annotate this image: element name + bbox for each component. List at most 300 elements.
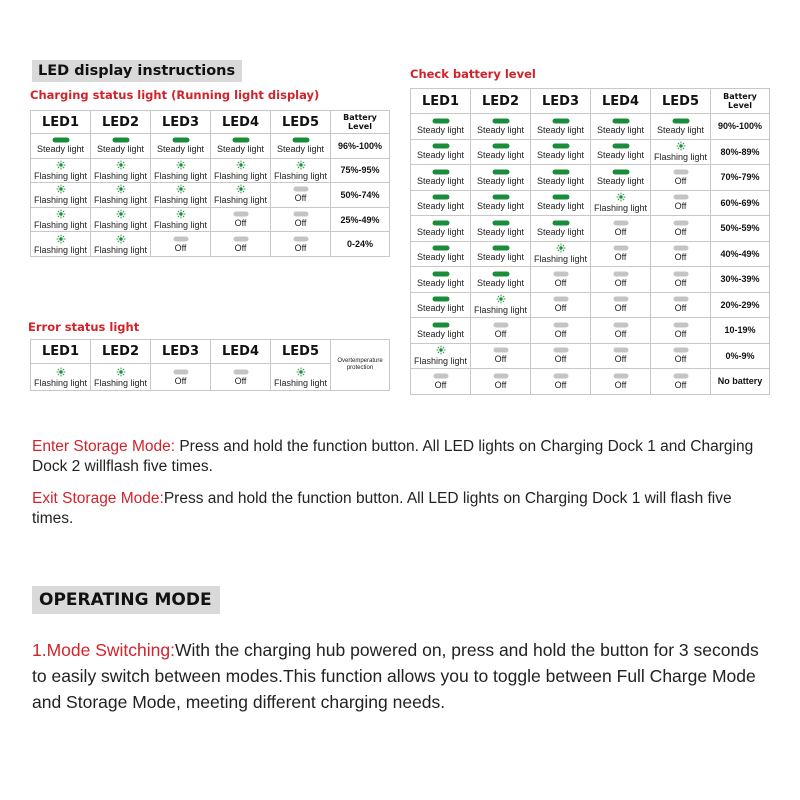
header-led3: LED3: [151, 111, 211, 134]
led-cell: [591, 114, 651, 140]
led-off-icon: [433, 373, 449, 379]
led-state-label: Flashing light: [33, 377, 88, 388]
led-state-label: Flashing light: [33, 170, 88, 181]
led-flashing-icon: [616, 192, 626, 202]
led-off-icon: [673, 271, 689, 277]
led-state-label: Steady light: [156, 144, 205, 155]
led-state-label: Off: [174, 375, 187, 386]
led-off-icon: [233, 211, 249, 217]
led-state-label: Steady light: [416, 201, 465, 212]
header-led5: LED5: [651, 89, 711, 114]
led-cell: [411, 292, 471, 318]
led-cell: [411, 216, 471, 242]
led-state-label: Off: [554, 328, 567, 339]
led-state-label: Off: [614, 328, 627, 339]
led-flashing-icon: [56, 209, 66, 219]
battery-level-cell: 50%-59%: [711, 216, 770, 242]
led-state-label: Off: [674, 277, 687, 288]
battery-level-cell: 25%-49%: [331, 207, 390, 232]
led-steady-icon: [172, 137, 190, 143]
led-cell: [91, 364, 151, 391]
led-steady-icon: [232, 137, 250, 143]
led-state-label: Flashing light: [33, 220, 88, 231]
battery-level-cell: 90%-100%: [711, 114, 770, 140]
led-steady-icon: [432, 169, 450, 175]
led-off-icon: [293, 211, 309, 217]
led-off-icon: [613, 296, 629, 302]
header-battery-level: Battery Level: [711, 89, 770, 114]
led-cell: [151, 134, 211, 159]
header-led1: LED1: [31, 111, 91, 134]
led-cell: [271, 364, 331, 391]
led-steady-icon: [612, 118, 630, 124]
led-off-icon: [553, 347, 569, 353]
led-off-icon: [613, 220, 629, 226]
led-state-label: Steady light: [596, 150, 645, 161]
led-state-label: Off: [614, 303, 627, 314]
led-off-icon: [293, 236, 309, 242]
led-cell: [211, 207, 271, 232]
led-off-icon: [613, 347, 629, 353]
led-cell: [151, 158, 211, 183]
header-led2: LED2: [91, 340, 151, 364]
led-cell: [211, 364, 271, 391]
led-cell: [531, 267, 591, 293]
led-state-label: Off: [674, 226, 687, 237]
battery-level-cell: 96%-100%: [331, 134, 390, 159]
led-cell: [271, 232, 331, 257]
led-flashing-icon: [116, 209, 126, 219]
led-state-label: Off: [554, 354, 567, 365]
led-state-label: Off: [494, 379, 507, 390]
led-off-icon: [233, 236, 249, 242]
led-steady-icon: [52, 137, 70, 143]
table-row: [31, 232, 390, 257]
led-flashing-icon: [236, 184, 246, 194]
led-state-label: Off: [554, 303, 567, 314]
enter-storage-label: Enter Storage Mode:: [32, 438, 176, 455]
led-cell: [651, 292, 711, 318]
led-state-label: Steady light: [416, 124, 465, 135]
led-cell: [91, 134, 151, 159]
header-battery-level: Battery Level: [331, 111, 390, 134]
mode-switching-paragraph: [32, 637, 777, 715]
led-state-label: Steady light: [96, 144, 145, 155]
led-steady-icon: [432, 220, 450, 226]
led-state-label: Steady light: [656, 124, 705, 135]
led-cell: [591, 139, 651, 165]
led-state-label: Steady light: [476, 175, 525, 186]
led-flashing-icon: [116, 234, 126, 244]
table-row: [31, 207, 390, 232]
led-off-icon: [673, 347, 689, 353]
led-state-label: Off: [674, 201, 687, 212]
led-state-label: Steady light: [416, 277, 465, 288]
led-cell: [531, 165, 591, 191]
led-flashing-icon: [676, 141, 686, 151]
led-cell: [411, 114, 471, 140]
led-cell: [411, 139, 471, 165]
led-cell: [531, 369, 591, 395]
led-cell: [531, 216, 591, 242]
led-off-icon: [173, 369, 189, 375]
battery-level-cell: No battery: [711, 369, 770, 395]
table-row: [411, 267, 770, 293]
led-steady-icon: [432, 194, 450, 200]
header-led2: LED2: [471, 89, 531, 114]
led-state-label: Flashing light: [273, 170, 328, 181]
led-off-icon: [613, 373, 629, 379]
error-status-table: [30, 339, 390, 391]
led-cell: [271, 207, 331, 232]
led-cell: [31, 158, 91, 183]
exit-storage-paragraph: [32, 489, 772, 529]
led-off-icon: [673, 322, 689, 328]
led-flashing-icon: [496, 294, 506, 304]
led-steady-icon: [552, 118, 570, 124]
led-off-icon: [673, 220, 689, 226]
led-flashing-icon: [176, 184, 186, 194]
header-led1: LED1: [31, 340, 91, 364]
led-off-icon: [613, 322, 629, 328]
led-cell: [471, 267, 531, 293]
led-cell: [151, 232, 211, 257]
led-cell: [471, 190, 531, 216]
check-battery-title: Check battery level: [410, 67, 536, 81]
battery-level-cell: 80%-89%: [711, 139, 770, 165]
led-steady-icon: [492, 143, 510, 149]
led-steady-icon: [612, 143, 630, 149]
table-row: [411, 165, 770, 191]
led-cell: [271, 158, 331, 183]
led-cell: [211, 232, 271, 257]
led-state-label: Flashing light: [93, 170, 148, 181]
led-off-icon: [493, 322, 509, 328]
led-cell: [411, 343, 471, 369]
table-row: [411, 139, 770, 165]
led-state-label: Steady light: [416, 252, 465, 263]
header-led1: LED1: [411, 89, 471, 114]
led-state-label: Off: [554, 379, 567, 390]
battery-level-cell: 10-19%: [711, 318, 770, 344]
led-state-label: Off: [674, 328, 687, 339]
battery-level-cell: 0%-9%: [711, 343, 770, 369]
led-state-label: Steady light: [416, 175, 465, 186]
led-flashing-icon: [296, 367, 306, 377]
led-state-label: Flashing light: [153, 170, 208, 181]
led-cell: [591, 241, 651, 267]
led-cell: [31, 232, 91, 257]
led-steady-icon: [552, 220, 570, 226]
led-cell: [151, 207, 211, 232]
led-state-label: Off: [614, 277, 627, 288]
led-state-label: Steady light: [536, 124, 585, 135]
led-steady-icon: [492, 194, 510, 200]
led-state-label: Flashing light: [93, 244, 148, 255]
led-cell: [651, 369, 711, 395]
led-off-icon: [493, 347, 509, 353]
led-cell: [651, 343, 711, 369]
led-cell: [411, 190, 471, 216]
led-state-label: Flashing light: [93, 377, 148, 388]
table-row: [411, 190, 770, 216]
led-state-label: Off: [434, 379, 447, 390]
table-row: [31, 158, 390, 183]
led-state-label: Flashing light: [93, 195, 148, 206]
led-flashing-icon: [236, 160, 246, 170]
led-cell: [651, 241, 711, 267]
led-cell: [651, 318, 711, 344]
led-state-label: Flashing light: [593, 203, 648, 214]
led-state-label: Steady light: [596, 175, 645, 186]
led-state-label: Off: [674, 303, 687, 314]
led-cell: [271, 183, 331, 208]
table-row: [411, 241, 770, 267]
led-flashing-icon: [116, 367, 126, 377]
header-led3: LED3: [151, 340, 211, 364]
header-led4: LED4: [591, 89, 651, 114]
led-steady-icon: [492, 220, 510, 226]
led-state-label: Flashing light: [153, 195, 208, 206]
led-state-label: Steady light: [536, 201, 585, 212]
led-state-label: Steady light: [476, 150, 525, 161]
led-flashing-icon: [436, 345, 446, 355]
charging-status-table: [30, 110, 390, 257]
led-state-label: Steady light: [216, 144, 265, 155]
led-cell: [211, 158, 271, 183]
exit-storage-text: Press and hold the function button. All LED lights on Charging Dock 1 will flash five times.: [32, 490, 732, 527]
led-steady-icon: [432, 118, 450, 124]
led-flashing-icon: [176, 209, 186, 219]
led-steady-icon: [432, 271, 450, 277]
led-state-label: Off: [294, 193, 307, 204]
led-steady-icon: [492, 271, 510, 277]
led-state-label: Steady light: [536, 175, 585, 186]
led-state-label: Steady light: [416, 226, 465, 237]
led-steady-icon: [552, 169, 570, 175]
led-off-icon: [553, 373, 569, 379]
led-state-label: Steady light: [36, 144, 85, 155]
led-off-icon: [613, 271, 629, 277]
led-off-icon: [673, 194, 689, 200]
led-cell: [651, 216, 711, 242]
led-steady-icon: [292, 137, 310, 143]
table-row: [411, 216, 770, 242]
led-off-icon: [673, 245, 689, 251]
led-cell: [91, 232, 151, 257]
led-cell: [471, 369, 531, 395]
led-cell: [31, 364, 91, 391]
led-cell: [31, 134, 91, 159]
led-flashing-icon: [56, 234, 66, 244]
enter-storage-text: Press and hold the function button. All LED lights on Charging Dock 1 and Charging Dock 2 willflash five times.: [32, 438, 754, 475]
check-battery-table: [410, 88, 770, 395]
led-off-icon: [233, 369, 249, 375]
led-flashing-icon: [556, 243, 566, 253]
table-row: [411, 343, 770, 369]
enter-storage-paragraph: [32, 437, 772, 477]
led-flashing-icon: [56, 184, 66, 194]
led-flashing-icon: [56, 160, 66, 170]
led-cell: [151, 183, 211, 208]
led-state-label: Steady light: [536, 150, 585, 161]
led-state-label: Off: [614, 379, 627, 390]
battery-level-cell: 60%-69%: [711, 190, 770, 216]
led-off-icon: [673, 169, 689, 175]
led-steady-icon: [432, 143, 450, 149]
led-cell: [591, 190, 651, 216]
led-off-icon: [293, 186, 309, 192]
led-flashing-icon: [56, 367, 66, 377]
led-cell: [471, 114, 531, 140]
led-flashing-icon: [176, 160, 186, 170]
table-row: [31, 183, 390, 208]
battery-level-cell: 75%-95%: [331, 158, 390, 183]
led-cell: [271, 134, 331, 159]
led-state-label: Flashing light: [153, 220, 208, 231]
led-cell: [591, 292, 651, 318]
mode-switching-text: With the charging hub powered on, press and hold the button for 3 seconds to easily switch between modes.This function allows you to toggle between Full Charge Mode and Storage Mode, meeting different charging needs.: [32, 640, 759, 712]
led-cell: [411, 165, 471, 191]
led-cell: [411, 241, 471, 267]
led-cell: [591, 318, 651, 344]
led-state-label: Off: [174, 242, 187, 253]
led-steady-icon: [432, 296, 450, 302]
led-cell: [471, 139, 531, 165]
led-state-label: Off: [674, 252, 687, 263]
led-cell: [471, 292, 531, 318]
led-state-label: Flashing light: [213, 195, 268, 206]
led-cell: [91, 158, 151, 183]
led-cell: [651, 190, 711, 216]
table-row: [411, 369, 770, 395]
led-cell: [591, 267, 651, 293]
led-state-label: Steady light: [416, 150, 465, 161]
led-state-label: Flashing light: [273, 377, 328, 388]
led-state-label: Off: [614, 252, 627, 263]
led-cell: [471, 165, 531, 191]
led-flashing-icon: [296, 160, 306, 170]
led-state-label: Flashing light: [413, 356, 468, 367]
led-cell: [531, 343, 591, 369]
table-row: [411, 114, 770, 140]
error-status-title: Error status light: [28, 320, 140, 334]
led-state-label: Flashing light: [653, 152, 708, 163]
led-cell: [591, 165, 651, 191]
led-cell: [471, 318, 531, 344]
led-state-label: Steady light: [476, 252, 525, 263]
led-state-label: Off: [554, 277, 567, 288]
led-cell: [591, 343, 651, 369]
led-cell: [651, 139, 711, 165]
battery-level-cell: 20%-29%: [711, 292, 770, 318]
led-cell: [531, 241, 591, 267]
led-steady-icon: [552, 194, 570, 200]
led-steady-icon: [672, 118, 690, 124]
led-state-label: Off: [674, 379, 687, 390]
led-cell: [531, 139, 591, 165]
led-cell: [411, 318, 471, 344]
led-state-label: Off: [234, 375, 247, 386]
led-off-icon: [493, 373, 509, 379]
led-state-label: Off: [234, 218, 247, 229]
led-off-icon: [173, 236, 189, 242]
led-state-label: Off: [674, 354, 687, 365]
led-cell: [591, 216, 651, 242]
led-cell: [31, 183, 91, 208]
led-cell: [151, 364, 211, 391]
led-state-label: Off: [614, 226, 627, 237]
led-off-icon: [553, 322, 569, 328]
battery-level-cell: 0-24%: [331, 232, 390, 257]
led-state-label: Steady light: [476, 124, 525, 135]
led-steady-icon: [112, 137, 130, 143]
led-cell: [651, 114, 711, 140]
led-state-label: Flashing light: [213, 170, 268, 181]
led-display-title: LED display instructions: [32, 60, 242, 82]
led-off-icon: [613, 245, 629, 251]
led-state-label: Off: [674, 175, 687, 186]
header-led4: LED4: [211, 340, 271, 364]
led-off-icon: [553, 271, 569, 277]
led-state-label: Flashing light: [33, 244, 88, 255]
header-led5: LED5: [271, 111, 331, 134]
header-led5: LED5: [271, 340, 331, 364]
led-state-label: Steady light: [416, 328, 465, 339]
led-steady-icon: [492, 118, 510, 124]
led-cell: [531, 292, 591, 318]
led-cell: [91, 183, 151, 208]
operating-mode-title: OPERATING MODE: [32, 586, 220, 614]
table-row: [411, 292, 770, 318]
led-state-label: Off: [494, 328, 507, 339]
led-state-label: Steady light: [276, 144, 325, 155]
led-steady-icon: [612, 169, 630, 175]
led-state-label: Flashing light: [33, 195, 88, 206]
mode-switching-label: 1.Mode Switching:: [32, 640, 175, 660]
led-flashing-icon: [116, 160, 126, 170]
led-cell: [651, 267, 711, 293]
table-row: [31, 134, 390, 159]
led-flashing-icon: [116, 184, 126, 194]
led-state-label: Flashing light: [533, 254, 588, 265]
table-row: [411, 318, 770, 344]
led-off-icon: [553, 296, 569, 302]
battery-level-cell: 30%-39%: [711, 267, 770, 293]
led-cell: [411, 369, 471, 395]
battery-level-cell: 50%-74%: [331, 183, 390, 208]
battery-level-cell: 40%-49%: [711, 241, 770, 267]
led-cell: [471, 216, 531, 242]
led-state-label: Off: [614, 354, 627, 365]
led-state-label: Steady light: [536, 226, 585, 237]
led-steady-icon: [492, 169, 510, 175]
overtemperature-note: Overtemperature protection: [331, 340, 390, 391]
led-cell: [211, 183, 271, 208]
led-steady-icon: [432, 245, 450, 251]
led-steady-icon: [492, 245, 510, 251]
led-state-label: Steady light: [476, 226, 525, 237]
led-state-label: Steady light: [596, 124, 645, 135]
led-cell: [591, 369, 651, 395]
led-state-label: Steady light: [416, 303, 465, 314]
battery-level-cell: 70%-79%: [711, 165, 770, 191]
led-cell: [411, 267, 471, 293]
led-state-label: Off: [234, 242, 247, 253]
led-state-label: Off: [294, 242, 307, 253]
header-led2: LED2: [91, 111, 151, 134]
led-state-label: Flashing light: [473, 305, 528, 316]
